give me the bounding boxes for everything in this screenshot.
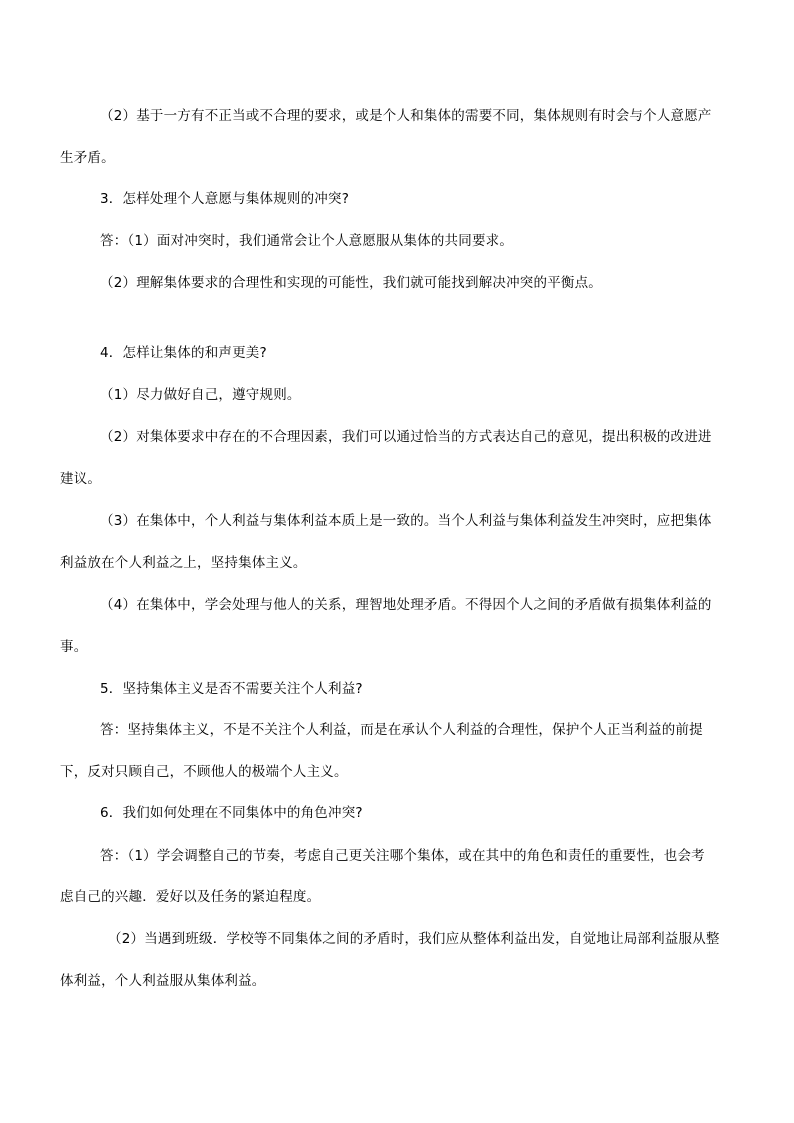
answer-line: （2）理解集体要求的合理性和实现的可能性，我们就可能找到解决冲突的平衡点。 <box>100 275 602 291</box>
answer-line: 虑自己的兴趣．爱好以及任务的紧迫程度。 <box>60 889 321 905</box>
question-heading: 4．怎样让集体的和声更美? <box>100 345 267 361</box>
question-heading: 5．坚持集体主义是否不需要关注个人利益? <box>100 681 363 697</box>
answer-line: 事。 <box>60 639 88 655</box>
answer-line: 答：坚持集体主义，不是不关注个人利益，而是在承认个人利益的合理性，保护个人正当利益的前提 <box>100 722 703 738</box>
paragraph-line: 生矛盾。 <box>60 150 115 166</box>
answer-line: 体利益，个人利益服从集体利益。 <box>60 973 266 989</box>
answer-line: （2）对集体要求中存在的不合理因素，我们可以通过恰当的方式表达自己的意见，提出积极的改进进 <box>100 429 712 445</box>
answer-line: 建议。 <box>60 471 102 487</box>
paragraph-line: （2）基于一方有不正当或不合理的要求，或是个人和集体的需要不同，集体规则有时会与个人意愿产 <box>100 108 712 124</box>
answer-line: 下，反对只顾自己，不顾他人的极端个人主义。 <box>60 764 348 780</box>
question-heading: 6．我们如何处理在不同集体中的角色冲突? <box>100 805 363 821</box>
answer-line: （2）当遇到班级．学校等不同集体之间的矛盾时，我们应从整体利益出发，自觉地让局部利益服从整 <box>108 931 720 947</box>
question-heading: 3．怎样处理个人意愿与集体规则的冲突? <box>100 191 350 207</box>
answer-line: （3）在集体中，个人利益与集体利益本质上是一致的。当个人利益与集体利益发生冲突时，应把集体 <box>100 513 712 529</box>
answer-line: （1）尽力做好自己，遵守规则。 <box>100 387 301 403</box>
answer-line: 答：（1）面对冲突时，我们通常会让个人意愿服从集体的共同要求。 <box>100 233 514 249</box>
answer-line: （4）在集体中，学会处理与他人的关系，理智地处理矛盾。不得因个人之间的矛盾做有损集体利益的 <box>100 597 712 613</box>
answer-line: 答：（1）学会调整自己的节奏，考虑自己更关注哪个集体，或在其中的角色和责任的重要性，也会考 <box>100 848 705 864</box>
answer-line: 利益放在个人利益之上，坚持集体主义。 <box>60 555 307 571</box>
